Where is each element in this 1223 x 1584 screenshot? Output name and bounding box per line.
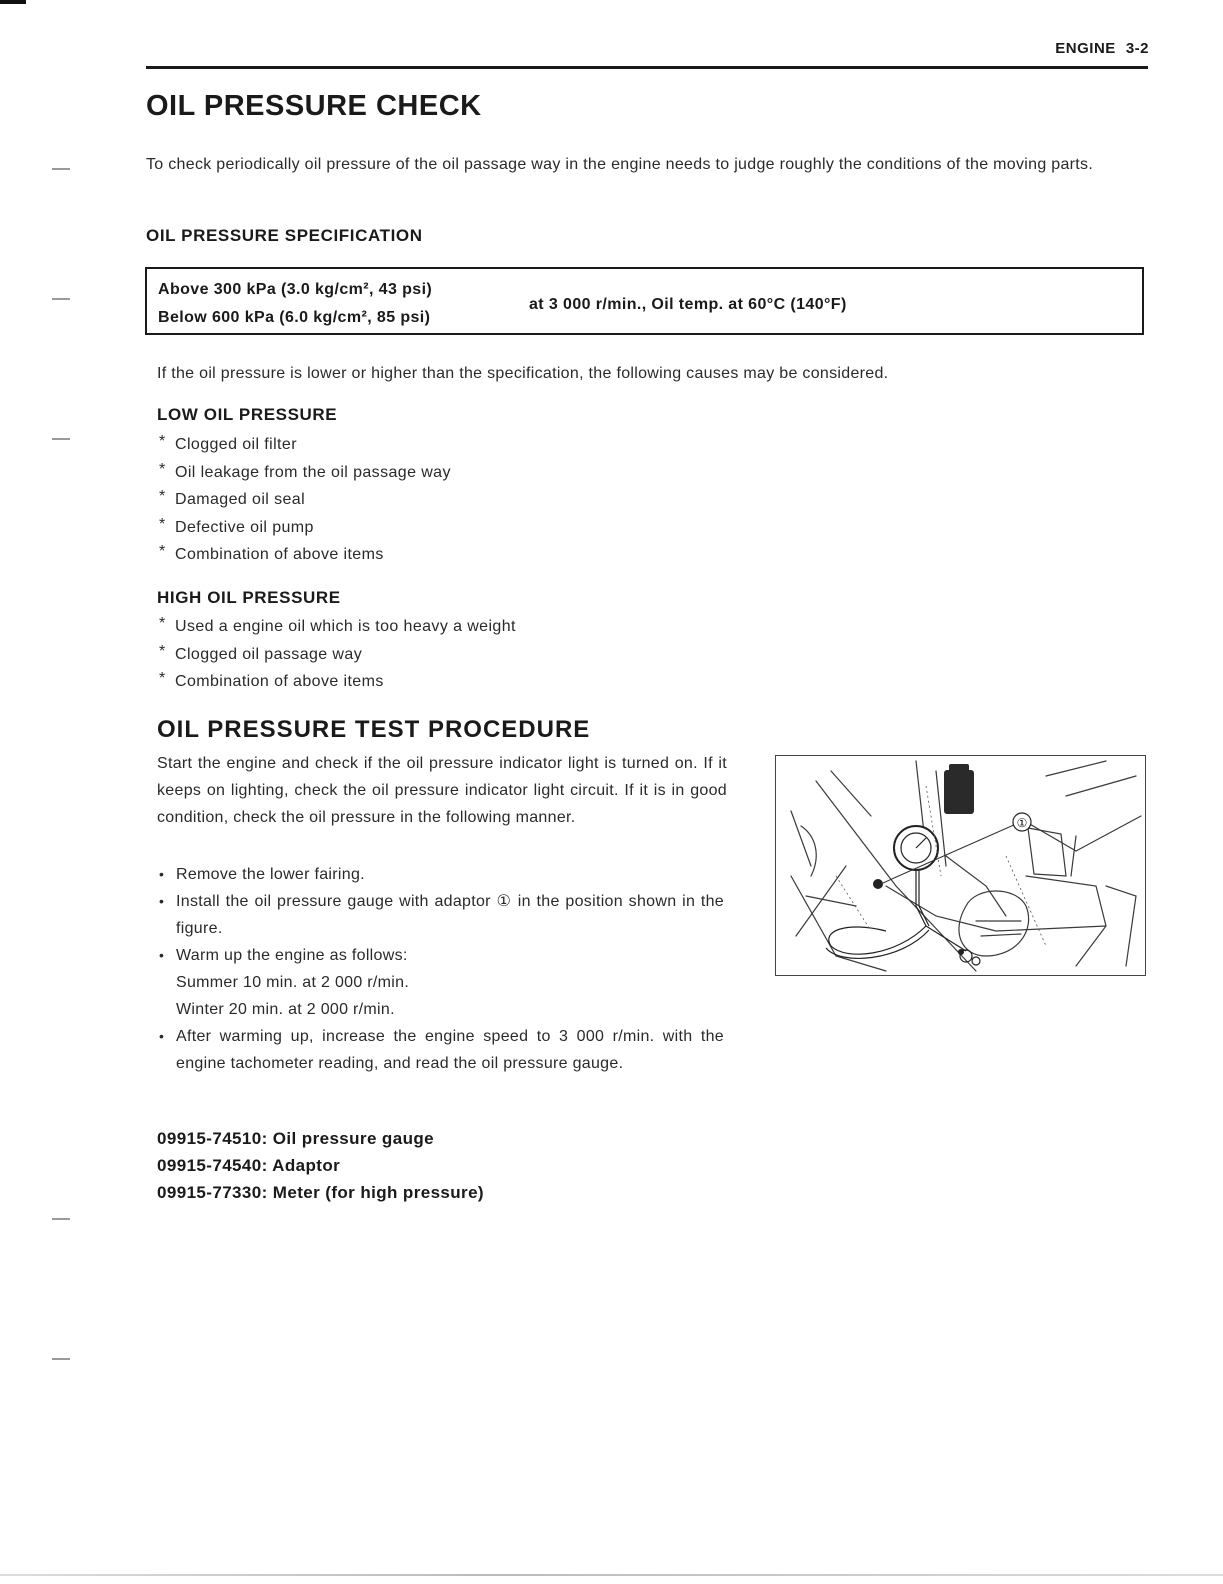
- tool-name: Meter (for high pressure): [272, 1183, 484, 1202]
- margin-tick: [52, 438, 70, 440]
- asterisk-bullet-icon: *: [159, 615, 166, 632]
- list-item: * Combination of above items: [157, 541, 451, 569]
- causes-intro: If the oil pressure is lower or higher than the specification, the following causes may be considered.: [157, 365, 889, 382]
- margin-tick: [52, 298, 70, 300]
- high-pressure-heading: HIGH OIL PRESSURE: [157, 588, 341, 607]
- oil-pressure-gauge-figure: [775, 755, 1146, 976]
- list-item: * Used a engine oil which is too heavy a weight: [157, 613, 516, 641]
- tool-name: Oil pressure gauge: [272, 1129, 434, 1148]
- margin-tick: [52, 168, 70, 170]
- page-bottom-edge: [0, 1574, 1223, 1576]
- spec-heading: OIL PRESSURE SPECIFICATION: [146, 226, 423, 245]
- figure-callout: ①: [1016, 816, 1028, 830]
- tool-part-number: 09915-74510:: [157, 1129, 268, 1148]
- special-tools-list: [157, 1125, 484, 1206]
- header-rule: [146, 66, 1148, 69]
- procedure-heading: OIL PRESSURE TEST PROCEDURE: [157, 716, 591, 743]
- list-item: * Oil leakage from the oil passage way: [157, 459, 451, 487]
- bullet-icon: •: [159, 866, 165, 882]
- spec-below: Below 600 kPa (6.0 kg/cm², 85 psi): [158, 309, 431, 326]
- page-number: 3-2: [1125, 40, 1149, 57]
- engine-illustration: [776, 756, 1145, 975]
- list-item: * Clogged oil filter: [157, 431, 451, 459]
- asterisk-bullet-icon: *: [159, 670, 166, 687]
- bullet-icon: •: [159, 1028, 165, 1044]
- low-pressure-list: [157, 431, 451, 569]
- page-title: OIL PRESSURE CHECK: [146, 90, 482, 122]
- warmup-summer: Summer 10 min. at 2 000 r/min.: [176, 974, 410, 991]
- list-item: * Clogged oil passage way: [157, 641, 516, 669]
- asterisk-bullet-icon: *: [159, 460, 166, 478]
- spec-box: [145, 267, 1144, 335]
- tool-row: [157, 1125, 484, 1152]
- running-head: [1055, 40, 1149, 57]
- asterisk-bullet-icon: *: [159, 515, 166, 533]
- scan-corner-mark: [0, 0, 26, 4]
- tool-row: [157, 1179, 484, 1206]
- step-item: • After warming up, increase the engine speed to 3 000 r/min. with the engine tachometer reading, and read the oil pressure gauge.: [157, 1023, 724, 1077]
- list-item: * Defective oil pump: [157, 514, 451, 542]
- step-item: • Install the oil pressure gauge with adaptor ① in the position shown in the figure.: [157, 888, 724, 942]
- procedure-steps: [157, 861, 724, 1077]
- step-item: • Warm up the engine as follows: Summer 10 min. at 2 000 r/min. Winter 20 min. at 2 000 r/min.: [157, 942, 724, 1023]
- asterisk-bullet-icon: *: [159, 543, 166, 560]
- step-item: • Remove the lower fairing.: [157, 861, 724, 888]
- procedure-intro: Start the engine and check if the oil pressure indicator light is turned on. If it keeps on lighting, check the oil pressure indicator light circuit. If it is in good condition, check the oil pressure in the following manner.: [157, 755, 727, 826]
- margin-tick: [52, 1358, 70, 1360]
- tool-part-number: 09915-74540:: [157, 1156, 268, 1175]
- asterisk-bullet-icon: *: [159, 488, 166, 505]
- bullet-icon: •: [159, 893, 165, 909]
- high-pressure-list: [157, 613, 516, 696]
- asterisk-bullet-icon: *: [159, 433, 166, 450]
- spec-above: Above 300 kPa (3.0 kg/cm², 43 psi): [158, 281, 433, 298]
- intro-paragraph: To check periodically oil pressure of the oil passage way in the engine needs to judge roughly the conditions of the moving parts.: [146, 156, 1094, 173]
- tool-part-number: 09915-77330:: [157, 1183, 268, 1202]
- asterisk-bullet-icon: *: [159, 642, 166, 660]
- tool-name: Adaptor: [272, 1156, 341, 1175]
- spec-condition: at 3 000 r/min., Oil temp. at 60°C (140°F): [529, 296, 847, 313]
- low-pressure-heading: LOW OIL PRESSURE: [157, 405, 338, 424]
- margin-tick: [52, 1218, 70, 1220]
- tool-row: [157, 1152, 484, 1179]
- list-item: * Combination of above items: [157, 668, 516, 696]
- warmup-winter: Winter 20 min. at 2 000 r/min.: [176, 1001, 395, 1018]
- list-item: * Damaged oil seal: [157, 486, 451, 514]
- section-name: ENGINE: [1055, 40, 1116, 57]
- bullet-icon: •: [159, 947, 165, 963]
